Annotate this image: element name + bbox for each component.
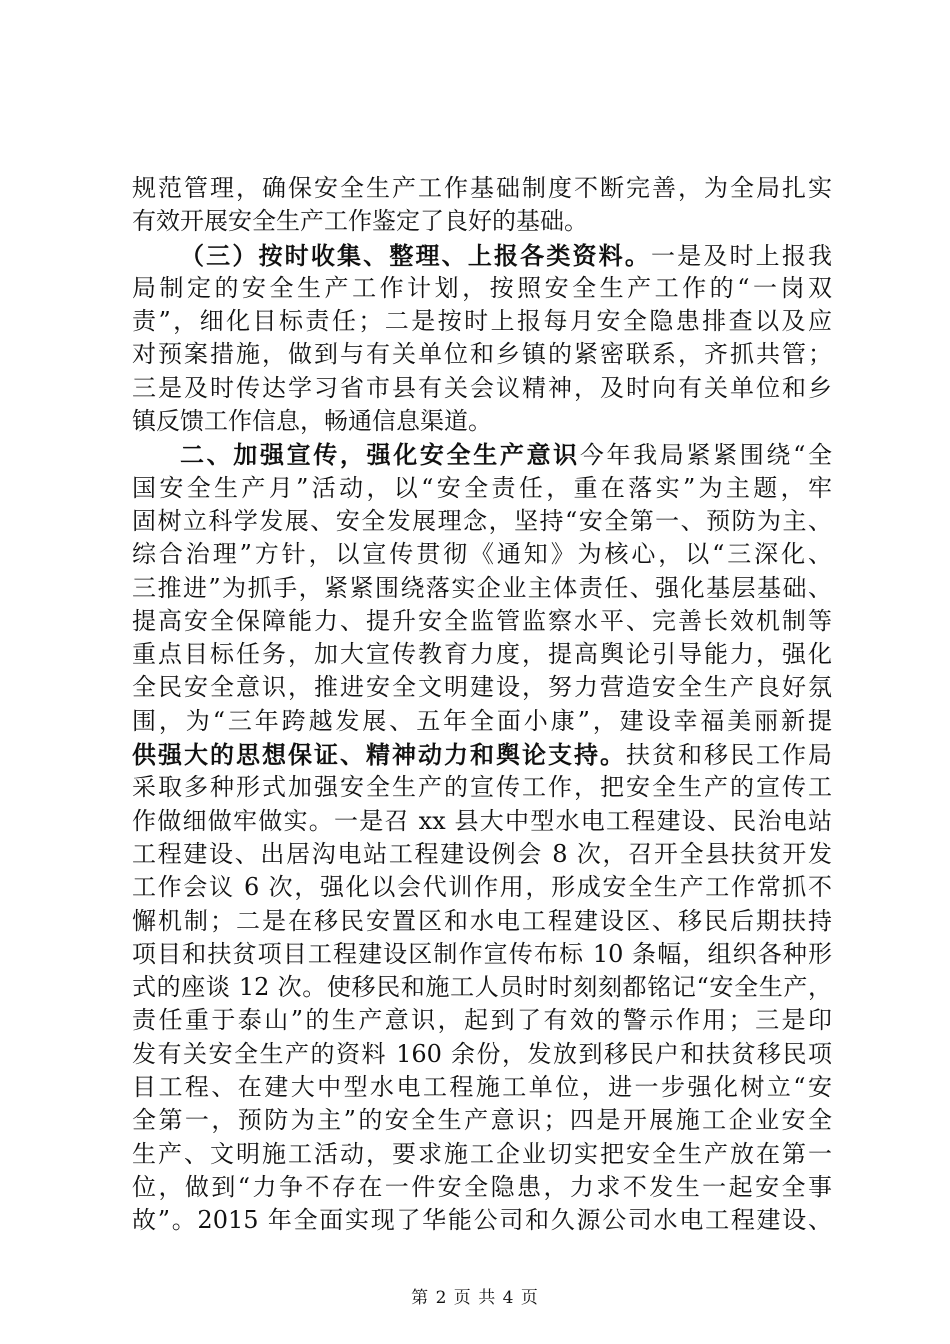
text-line: 工程建设、出居沟电站工程建设例会 8 次，召开全县扶贫开发 (132, 839, 832, 868)
page-number-footer: 第 2 页 共 4 页 (411, 1288, 539, 1308)
text-line: 综合治理”方针，以宣传贯彻《通知》为核心，以“三深化、 (132, 540, 832, 569)
section-heading-line (132, 239, 832, 272)
text-line: 规范管理，确保安全生产工作基础制度不断完善，为全局扎实 (132, 174, 832, 202)
text-line: 采取多种形式加强安全生产的宣传工作，把安全生产的宣传工 (132, 773, 832, 802)
text-line: 发有关安全生产的资料 160 余份，发放到移民户和扶贫移民项 (132, 1039, 832, 1068)
text-line: 作做细做牢做实。一是召 xx 县大中型水电工程建设、民治电站 (132, 806, 832, 835)
text-line: 镇反馈工作信息，畅通信息渠道。 (132, 407, 492, 436)
text-line: 位，做到“力争不存在一件安全隐患，力求不发生一起安全事 (132, 1172, 832, 1201)
text-line: 对预案措施，做到与有关单位和乡镇的紧密联系，齐抓共管； (132, 340, 832, 369)
text-line: 工作会议 6 次，强化以会代训作用，形成安全生产工作常抓不 (132, 873, 832, 902)
text-line: 全第一，预防为主”的安全生产意识；四是开展施工企业安全 (132, 1106, 832, 1135)
section-heading: （三）按时收集、整理、上报各类资料。 (180, 240, 651, 270)
text-line: 三推进”为抓手，紧紧围绕落实企业主体责任、强化基层基础、 (132, 573, 832, 602)
text-line: 全民安全意识，推进安全文明建设，努力营造安全生产良好氛 (132, 673, 832, 702)
document-body (132, 172, 832, 1238)
text-line: 国安全生产月”活动，以“安全责任，重在落实”为主题，牢 (132, 473, 832, 502)
text-line: 局制定的安全生产工作计划，按照安全生产工作的“一岗双 (132, 273, 832, 302)
text-run: 扶贫和移民工作局 (626, 741, 832, 770)
text-line: 责任重于泰山”的生产意识，起到了有效的警示作用；三是印 (132, 1006, 832, 1035)
text-line: 有效开展安全生产工作鉴定了良好的基础。 (132, 207, 588, 236)
bold-run: 供强大的思想保证、精神动力和舆论支持。 (132, 740, 626, 770)
text-line: 故”。2015 年全面实现了华能公司和久源公司水电工程建设、 (132, 1206, 832, 1235)
text-line: 懈机制；二是在移民安置区和水电工程建设区、移民后期扶持 (132, 906, 832, 935)
text-line (132, 738, 832, 771)
section-heading-line (132, 438, 832, 471)
text-line: 责”，细化目标责任；二是按时上报每月安全隐患排查以及应 (132, 307, 832, 336)
text-line: 式的座谈 12 次。使移民和施工人员时时刻刻都铭记“安全生产， (132, 973, 832, 1002)
text-line: 固树立科学发展、安全发展理念，坚持“安全第一、预防为主、 (132, 506, 832, 535)
text-line: 三是及时传达学习省市县有关会议精神，及时向有关单位和乡 (132, 373, 832, 402)
section-heading: 二、加强宣传，强化安全生产意识 (180, 440, 580, 470)
text-run: 今年我局紧紧围绕“全 (579, 441, 832, 470)
text-line: 重点目标任务，加大宣传教育力度，提高舆论引导能力，强化 (132, 640, 832, 669)
text-line: 围，为“三年跨越发展、五年全面小康”，建设幸福美丽新提 (132, 706, 832, 735)
text-line: 提高安全保障能力、提升安全监管监察水平、完善长效机制等 (132, 606, 832, 635)
text-run: 一是及时上报我 (651, 241, 832, 270)
text-line: 项目和扶贫项目工程建设区制作宣传布标 10 条幅，组织各种形 (132, 939, 832, 968)
text-line: 生产、文明施工活动，要求施工企业切实把安全生产放在第一 (132, 1139, 832, 1168)
text-line: 目工程、在建大中型水电工程施工单位，进一步强化树立“安 (132, 1073, 832, 1102)
